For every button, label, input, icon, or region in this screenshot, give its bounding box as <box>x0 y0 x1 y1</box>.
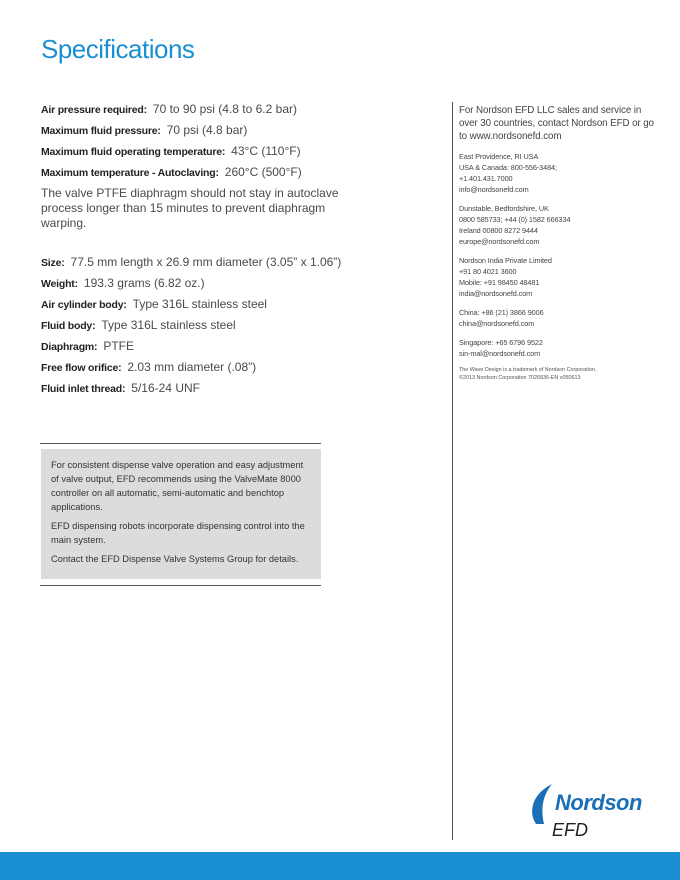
spec-max-fluid-temp <box>41 144 361 159</box>
contact-uk <box>459 203 659 247</box>
contact-line: East Providence, RI USA <box>459 152 539 161</box>
spec-label: Size: <box>41 257 65 269</box>
contact-usa <box>459 151 659 195</box>
spec-value: 193.3 grams (6.82 oz.) <box>83 276 205 290</box>
contact-china <box>459 307 659 329</box>
contact-intro: For Nordson EFD LLC sales and service in over 30 countries, contact Nordson EFD or go to www.nordsonefd.com <box>459 105 654 142</box>
spec-air-cylinder-body <box>41 297 361 312</box>
legal-notice <box>459 367 659 382</box>
contact-column <box>459 104 659 382</box>
autoclave-note: The valve PTFE diaphragm should not stay in autoclave process longer than 15 minutes to prevent diaphragm warping. <box>41 186 339 230</box>
contact-line: USA & Canada: 800-556-3484; <box>459 163 557 172</box>
spec-label: Maximum fluid pressure: <box>41 125 161 137</box>
spec-air-pressure <box>41 102 361 117</box>
contact-line: Ireland 00800 8272 9444 <box>459 226 538 235</box>
spec-label: Diaphragm: <box>41 341 98 353</box>
spec-value: 70 psi (4.8 bar) <box>166 123 248 137</box>
spec-fluid-inlet-thread <box>41 381 361 396</box>
spec-value: Type 316L stainless steel <box>132 297 267 311</box>
contact-email[interactable]: europe@nordsonefd.com <box>459 237 540 246</box>
spec-value: 2.03 mm diameter (.08”) <box>127 360 257 374</box>
spec-weight <box>41 276 361 291</box>
callout-paragraph-3: Contact the EFD Dispense Valve Systems Group for details. <box>51 554 299 564</box>
contact-email[interactable]: sin-mal@nordsonefd.com <box>459 349 541 358</box>
spec-free-flow-orifice <box>41 360 361 375</box>
spec-label: Weight: <box>41 278 78 290</box>
logo-subtitle: EFD <box>552 820 588 840</box>
spec-label: Maximum temperature - Autoclaving: <box>41 167 219 179</box>
spec-max-fluid-pressure <box>41 123 361 138</box>
contact-line: Mobile: +91 98450 48481 <box>459 278 540 287</box>
recommendation-callout <box>41 449 321 579</box>
callout-bottom-divider <box>40 585 321 586</box>
spec-value: 260°C (500°F) <box>224 165 302 179</box>
spec-label: Maximum fluid operating temperature: <box>41 146 226 158</box>
contact-india <box>459 255 659 299</box>
callout-top-divider <box>40 443 321 444</box>
callout-paragraph-2: EFD dispensing robots incorporate dispensing control into the main system. <box>51 521 305 545</box>
spec-label: Fluid inlet thread: <box>41 383 126 395</box>
contact-email[interactable]: india@nordsonefd.com <box>459 289 533 298</box>
spec-value: Type 316L stainless steel <box>101 318 236 332</box>
contact-line: 0800 585733; +44 (0) 1582 666334 <box>459 215 571 224</box>
contact-email[interactable]: china@nordsonefd.com <box>459 319 535 328</box>
copyright-line: ©2013 Nordson Corporation 7026836-EN v050613 <box>459 374 581 381</box>
specifications-list <box>41 102 361 402</box>
spec-label: Fluid body: <box>41 320 96 332</box>
spec-value: 43°C (110°F) <box>231 144 301 158</box>
contact-line: Nordson India Private Limited <box>459 256 552 265</box>
spec-label: Free flow orifice: <box>41 362 122 374</box>
contact-singapore <box>459 337 659 359</box>
contact-line: Dunstable, Bedfordshire, UK <box>459 204 549 213</box>
spec-label: Air pressure required: <box>41 104 147 116</box>
contact-line: Singapore: +65 6796 9522 <box>459 338 543 347</box>
contact-line: China: +86 (21) 3866 9006 <box>459 308 544 317</box>
page-title: Specifications <box>41 34 195 64</box>
trademark-line: The Wave Design is a trademark of Nordson Corporation. <box>459 367 597 373</box>
spec-fluid-body <box>41 318 361 333</box>
footer-bar <box>0 852 680 880</box>
contact-line: +91 80 4021 3600 <box>459 267 517 276</box>
contact-line: +1.401.431.7000 <box>459 174 513 183</box>
spec-max-autoclave-temp <box>41 165 361 180</box>
spec-diaphragm <box>41 339 361 354</box>
contact-email[interactable]: info@nordsonefd.com <box>459 185 529 194</box>
nordson-efd-logo <box>522 775 646 845</box>
spec-value: 77.5 mm length x 26.9 mm diameter (3.05” x 1.06”) <box>70 255 342 269</box>
spec-label: Air cylinder body: <box>41 299 127 311</box>
spec-size <box>41 255 361 270</box>
column-divider <box>452 102 453 840</box>
spec-value: 70 to 90 psi (4.8 to 6.2 bar) <box>152 102 297 116</box>
callout-paragraph-1: For consistent dispense valve operation and easy adjustment of valve output, EFD recommends using the ValveMate 8000 controller on all automatic, semi-automatic and benchtop applications. <box>51 460 304 512</box>
logo-wordmark: Nordson <box>555 790 642 815</box>
spec-value: PTFE <box>103 339 135 353</box>
spec-value: 5/16-24 UNF <box>131 381 200 395</box>
